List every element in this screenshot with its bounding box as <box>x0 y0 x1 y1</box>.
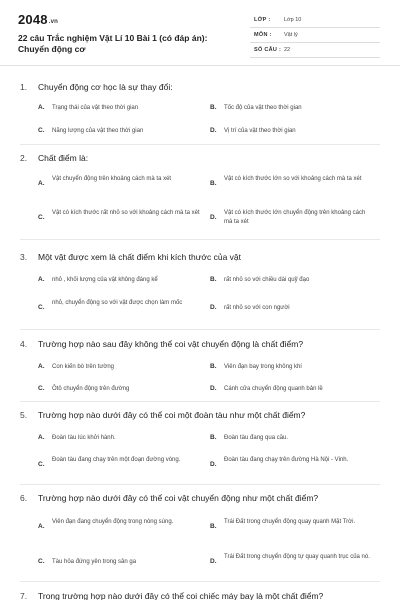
question-text: Trường hợp nào dưới đây có thể coi vật chuyển động như một chất điểm? <box>38 493 319 503</box>
document-title: 22 câu Trắc nghiệm Vật Lí 10 Bài 1 (có đáp án): Chuyển động cơ <box>18 33 208 54</box>
question-stem <box>20 493 390 504</box>
question-number: 7. <box>20 591 28 600</box>
question-number: 1. <box>20 82 28 92</box>
divider <box>20 401 380 402</box>
question-number: 6. <box>20 493 28 503</box>
divider <box>20 329 380 330</box>
meta-row-subject <box>250 29 380 43</box>
question-text: Trong trường hợp nào dưới đây có thể coi chiếc máy bay là một chất điểm? <box>38 591 324 600</box>
question-number: 2. <box>20 153 28 163</box>
meta-value: 22 <box>284 47 291 53</box>
question-stem <box>20 252 390 263</box>
site-logo[interactable] <box>18 12 58 27</box>
question-stem <box>20 153 390 164</box>
question-stem <box>20 410 390 421</box>
meta-row-count <box>250 44 380 58</box>
document-page: 2048.vn 22 câu Trắc nghiệm Vật Lí 10 Bài 1 (có đáp án): Chuyển động cơ LỚP : Lớp 10 MÔN : Vật lý SỐ CÂU : 22 1. Chuyển động cơ học là sự thay đổi: A. Trạng thái của vật theo thời gian B. Tốc độ của vật theo thời gian C. Năng lượng của vật theo thời gian D. Vị trí của vật theo thời gian 2. Chất điểm là: A. Vật chuyển động trên khoảng cách mà ta xét B. Vật có kích thước lớn so với khoảng cách mà ta xét C. Vật có kích thước rất nhỏ so với khoảng cách mà ta xét D. Vật có kích thước lớn chuyển động trên khoảng cách mà ta xét 3. Một vật được xem là chất điểm khi kích thước của vật A. nhỏ , khối lượng của vật không đáng kể B. rất nhỏ so với chiều dài quỹ đạo C. nhỏ, chuyển động so với vật được chọn làm mốc D. rất nhỏ so với con người 4. Trường hợp nào sau đây không thể coi vật chuyển động là chất điểm? A. Con kiến bò trên tường B. Viên đạn bay trong không khí C. Ôtô chuyển động trên đường D. Cánh cửa chuyển động quanh bản lề 5. Trường hợp nào dưới đây có thể coi một đoàn tàu như một chất điểm? A. Đoàn tàu lúc khởi hành. B. Đoàn tàu đang qua cầu. C. Đoàn tàu đang chạy trên một đoạn đường vòng. D. Đoàn tàu đang chạy trên đường Hà Nội - Vinh. 6. Trường hợp nào dưới đây có thể coi vật chuyển động như một chất điểm? A. Viên đạn đang chuyển động trong nòng súng. B. Trái Đất trong chuyển động quay quanh Mặt Trời. C. Tàu hỏa đứng yên trong sân ga D. Trái Đất trong chuyển động tự quay quanh trục của nó. 7. Trong trường hợp nào dưới đây có thể coi chiếc máy bay là một chất điểm? <box>0 0 400 600</box>
divider <box>20 239 380 240</box>
meta-key: LỚP : <box>254 17 271 23</box>
question-stem <box>20 82 390 93</box>
logo-suffix: .vn <box>48 19 59 25</box>
question-stem <box>20 591 390 600</box>
divider <box>20 581 380 582</box>
question-text: Trường hợp nào dưới đây có thể coi một đoàn tàu như một chất điểm? <box>38 410 306 420</box>
logo-main: 2048 <box>18 12 48 27</box>
meta-value: Lớp 10 <box>284 17 302 23</box>
question-text: Chuyển động cơ học là sự thay đổi: <box>38 82 173 92</box>
question-number: 5. <box>20 410 28 420</box>
question-text: Trường hợp nào sau đây không thể coi vật chuyển động là chất điểm? <box>38 339 304 349</box>
question-number: 4. <box>20 339 28 349</box>
question-text: Chất điểm là: <box>38 153 89 163</box>
meta-key: MÔN : <box>254 32 272 38</box>
divider <box>20 484 380 485</box>
meta-key: SỐ CÂU : <box>254 47 282 53</box>
question-stem <box>20 339 390 350</box>
header <box>0 0 400 66</box>
meta-row-grade <box>250 14 380 28</box>
question-text: Một vật được xem là chất điểm khi kích thước của vật <box>38 252 241 262</box>
divider <box>20 144 380 145</box>
question-number: 3. <box>20 252 28 262</box>
meta-value: Vật lý <box>284 32 298 38</box>
